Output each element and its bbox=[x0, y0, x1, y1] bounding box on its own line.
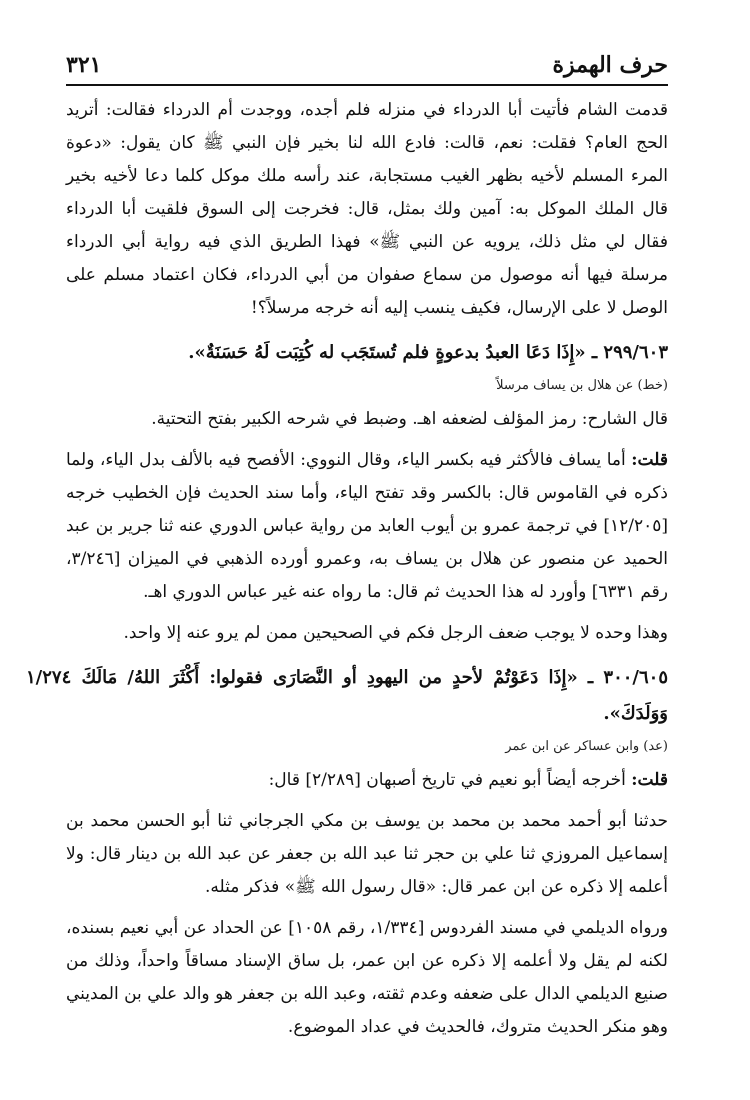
paragraph-continuation: قدمت الشام فأتيت أبا الدرداء في منزله فلم أجده، ووجدت أم الدرداء فقالت: أتريد الحج العام؟ فقلت: نعم، قالت: فادع الله لنا بخير فإن النبي ﷺ كان يقول: «دعوة المرء المسلم لأخيه بظهر الغيب مستجابة، عند رأسه ملك موكل كلما دعا لأخيه بخير قال الملك الموكل به: آمين ولك بمثل، قال: فخرجت إلى السوق فلقيت أبا الدرداء فقال لي مثل ذلك، يرويه عن النبي ﷺ» فهذا الطريق الذي فيه رواية أبي الدرداء مرسلة فيها أنه موصول من سماع صفوان من أبي الدرداء، فكان اعتماد مسلم على الوصل لا على الإرسال، فكيف ينسب إليه أنه خرجه مرسلاً؟! bbox=[66, 100, 668, 318]
isnad-paragraph: حدثنا أبو أحمد محمد بن محمد بن يوسف بن مكي الجرجاني ثنا أبو الحسن محمد بن إسماعيل المروزي ثنا علي بن حجر ثنا عبد الله بن جعفر عن عبد الله بن دينار قال: ولا أعلمه إلا ذكره عن ابن عمر قال: «قال رسول الله ﷺ» فذكر مثله. bbox=[66, 811, 668, 897]
hadith-entry-605: ٣٠٠/٦٠٥ ـ «إِذَا دَعَوْتُمْ لأحدٍ من اليهودِ أو النَّصَارَى فقولوا: أَكْثَرَ اللهُ/ مَالَكَ ١/٢٧٤ وَوَلَدَكَ». bbox=[26, 667, 668, 724]
page-number: ٣٢١ bbox=[66, 52, 102, 78]
hadith-source-605: (عد) وابن عساكر عن ابن عمر bbox=[505, 739, 668, 754]
hadith-entry-603: ٢٩٩/٦٠٣ ـ «إِذَا دَعَا العبدُ بدعوةٍ فلم تُستَجَب له كُتِبَت لَهُ حَسَنَةٌ». bbox=[188, 342, 668, 363]
author-comment-label: قلت: bbox=[631, 450, 668, 470]
author-comment-label: قلت: bbox=[631, 770, 668, 790]
page-body bbox=[26, 94, 668, 1044]
author-comment-2 bbox=[66, 764, 668, 797]
author-comment-text: أما يساف فالأكثر فيه بكسر الياء، وقال النووي: الأفصح فيه بالألف بدل الياء، ولما ذكره في القاموس قال: بالكسر وقد تفتح الياء، وأما سند الحديث فإن الخطيب خرجه [١٢/٢٠٥] في ترجمة عمرو بن أيوب العابد من رواية عباس الدوري عنه ثنا جرير بن عبد الحميد عن منصور عن هلال بن يساف به، وعمرو أورده الذهبي في الميزان [٣/٢٤٦، رقم ٦٣٣١] وأورد له هذا الحديث ثم قال: ما رواه عنه غير عباس الدوري اهـ. bbox=[66, 450, 668, 602]
chapter-title: حرف الهمزة bbox=[552, 52, 668, 78]
running-header bbox=[66, 50, 668, 86]
daylami-paragraph: ورواه الديلمي في مسند الفردوس [١/٣٣٤، رقم ١٠٥٨] عن الحداد عن أبي نعيم بسنده، لكنه لم يقل ولا أعلمه إلا ذكره عن ابن عمر، بل ساق الإسناد مساقاً واحداً، وذلك من صنيع الديلمي الدال على ضعفه وعدم ثقته، وعبد الله بن جعفر هو والد علي بن المديني وهو منكر الحديث متروك، فالحديث في عداد الموضوع. bbox=[66, 918, 668, 1037]
author-comment-1 bbox=[66, 444, 668, 609]
author-comment-text: أخرجه أيضاً أبو نعيم في تاريخ أصبهان [٢/٢٨٩] قال: bbox=[268, 770, 632, 790]
commentator-note: قال الشارح: رمز المؤلف لضعفه اهـ. وضبط في شرحه الكبير بفتح التحتية. bbox=[151, 409, 668, 429]
hadith-source-603: (خط) عن هلال بن يساف مرسلاً bbox=[496, 378, 668, 393]
author-comment-conclusion: وهذا وحده لا يوجب ضعف الرجل فكم في الصحيحين ممن لم يرو عنه إلا واحد. bbox=[123, 623, 668, 643]
